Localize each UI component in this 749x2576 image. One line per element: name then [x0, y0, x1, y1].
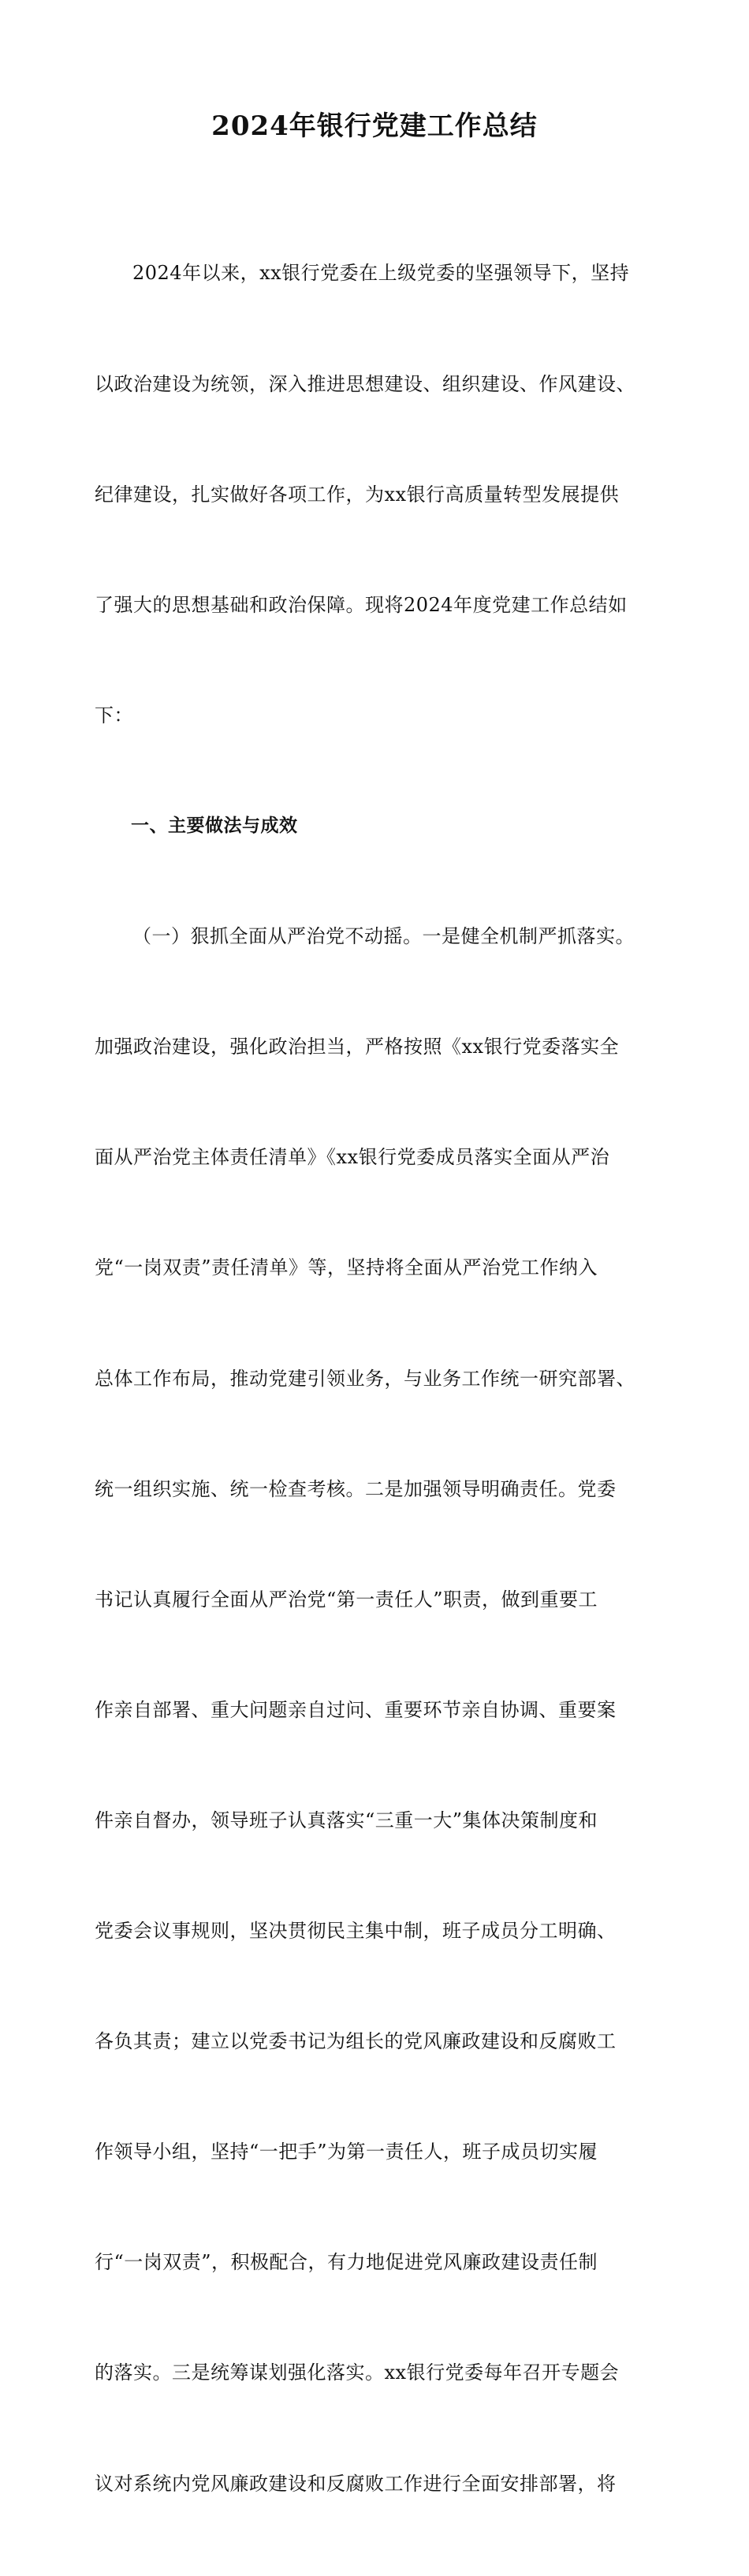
section-heading: 一、主要做法与成效 — [131, 815, 298, 836]
body-paragraph — [95, 845, 654, 2576]
body-line: 行“一岗双责”，积极配合，有力地促进党风廉政建设责任制 — [95, 2251, 598, 2274]
body-line: 各负其责；建立以党委书记为组长的党风廉政建设和反腐败工 — [95, 2030, 617, 2053]
body-line: 作领导小组，坚持“一把手”为第一责任人，班子成员切实履 — [95, 2141, 598, 2163]
body-line: 总体工作布局，推动党建引领业务，与业务工作统一研究部署、 — [95, 1367, 635, 1390]
body-line: 书记认真履行全面从严治党“第一责任人”职责，做到重要工 — [95, 1588, 598, 1611]
body-line: 党“一岗双责”责任清单》等，坚持将全面从严治党工作纳入 — [95, 1256, 598, 1279]
intro-line: 了强大的思想基础和政治保障。现将2024年度党建工作总结如 — [95, 593, 628, 616]
intro-line: 以政治建设为统领，深入推进思想建设、组织建设、作风建设、 — [95, 372, 635, 395]
intro-line: 下： — [95, 704, 133, 726]
body-line: 作亲自部署、重大问题亲自过问、重要环节亲自协调、重要案 — [95, 1698, 617, 1721]
body-line: 的落实。三是统筹谋划强化落实。xx银行党委每年召开专题会 — [95, 2361, 620, 2384]
body-line: 统一组织实施、统一检查考核。二是加强领导明确责任。党委 — [95, 1477, 617, 1500]
intro-line: 纪律建设，扎实做好各项工作，为xx银行高质量转型发展提供 — [95, 483, 620, 506]
intro-paragraph — [95, 181, 654, 808]
body-line: （一）狠抓全面从严治党不动摇。一是健全机制严抓落实。 — [132, 925, 635, 948]
body-line: 件亲自督办，领导班子认真落实“三重一大”集体决策制度和 — [95, 1809, 598, 1831]
document-body — [95, 181, 654, 2576]
body-line: 党委会议事规则，坚决贯彻民主集中制，班子成员分工明确、 — [95, 1920, 617, 1943]
intro-line: 2024年以来，xx银行党委在上级党委的坚强领导下，坚持 — [132, 262, 630, 285]
body-line: 议对系统内党风廉政建设和反腐败工作进行全面安排部署，将 — [95, 2472, 617, 2495]
document-title: 2024年银行党建工作总结 — [211, 110, 538, 142]
body-line: 面从严治党主体责任清单》《xx银行党委成员落实全面从严治 — [95, 1146, 610, 1169]
body-line: 加强政治建设，强化政治担当，严格按照《xx银行党委落实全 — [95, 1036, 620, 1058]
